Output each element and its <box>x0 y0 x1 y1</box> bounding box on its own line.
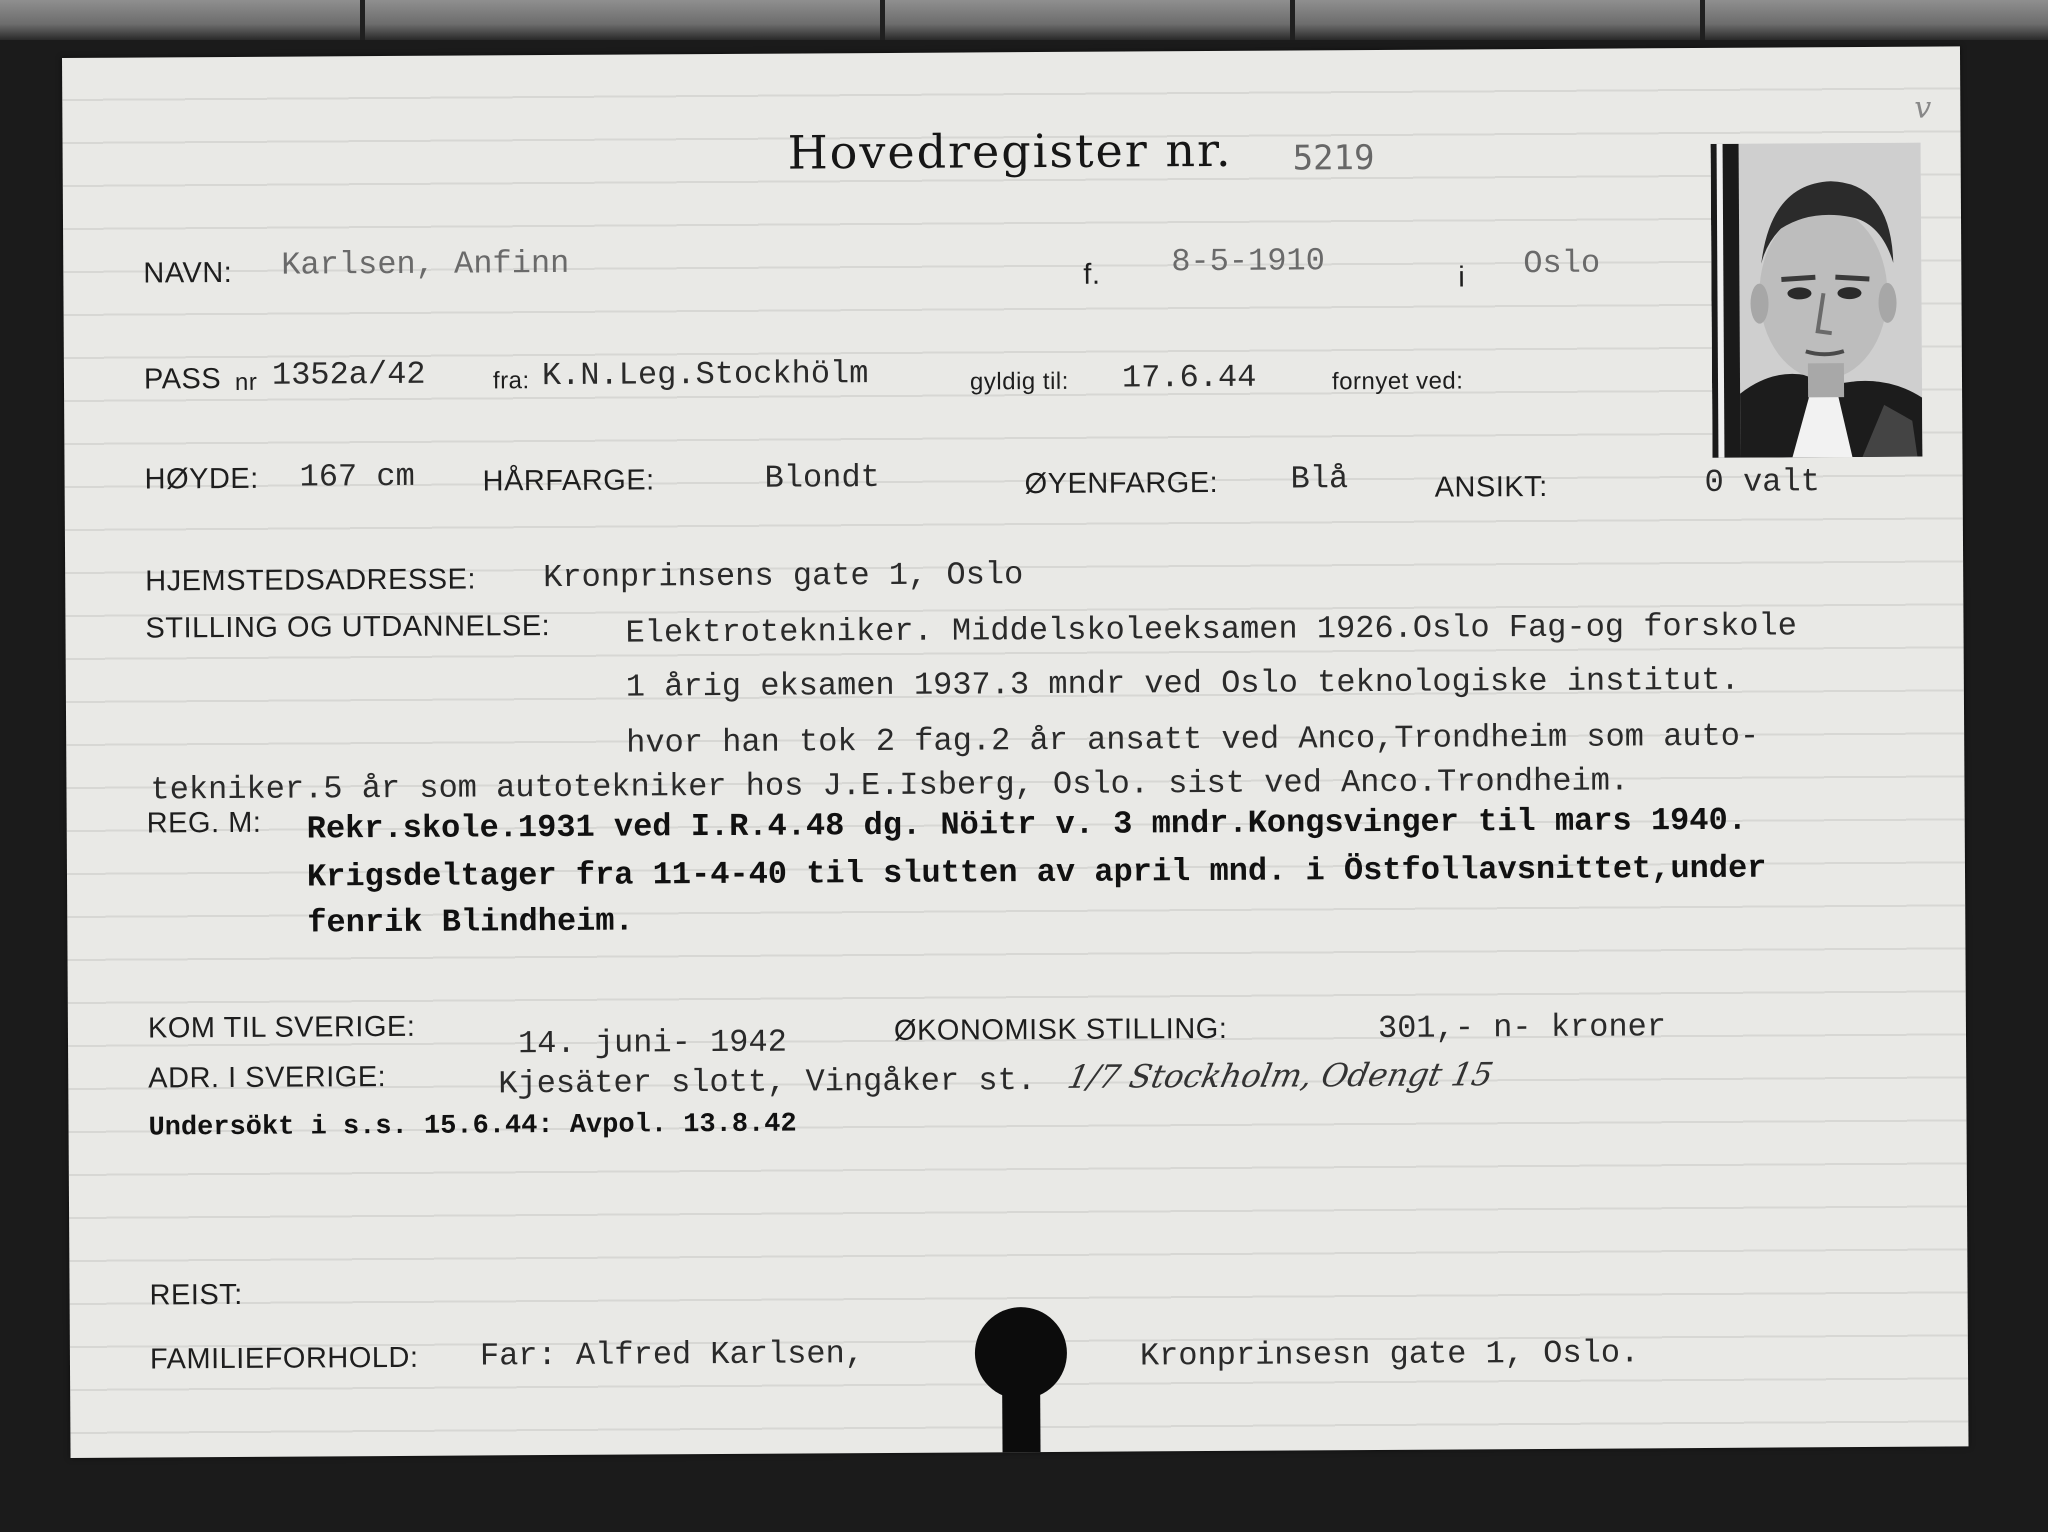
portrait-photo <box>1711 143 1923 458</box>
label-hjemstedsadresse: HJEMSTEDSADRESSE: <box>145 563 477 598</box>
value-kom-til-sverige: 14. juni- 1942 <box>517 1023 787 1063</box>
punch-slot <box>1002 1372 1041 1458</box>
value-navn: Karlsen, Anfinn <box>281 244 570 284</box>
value-ansikt: 0 valt <box>1704 463 1820 501</box>
value-fodested: Oslo <box>1523 244 1601 283</box>
register-card <box>62 46 1969 1458</box>
label-pass-fra: fra: <box>492 367 530 395</box>
film-notch <box>360 0 365 40</box>
value-adr-handwritten: 1/7 Stockholm, Odengt 15 <box>1064 1055 1497 1096</box>
label-adr-i-sverige: ADR. I SVERIGE: <box>148 1061 387 1095</box>
label-navn: NAVN: <box>143 256 233 290</box>
label-i: i <box>1458 261 1466 294</box>
value-reg-m-line: Krigsdeltager fra 11-4-40 til slutten av april mnd. i Östfollavsnittet,under <box>306 849 1767 896</box>
label-fornyet-ved: fornyet ved: <box>1331 367 1464 396</box>
value-gyldig-til: 17.6.44 <box>1121 358 1257 397</box>
label-stilling: STILLING OG UTDANNELSE: <box>145 610 551 645</box>
value-familieforhold-adr: Kronprinsesn gate 1, Oslo. <box>1139 1334 1640 1375</box>
label-reist: REIST: <box>149 1278 243 1312</box>
value-undersokt: Undersökt i s.s. 15.6.44: Avpol. 13.8.42 <box>148 1109 797 1144</box>
value-pass-fra: K.N.Leg.Stockhölm <box>541 355 869 395</box>
value-fodt-dato: 8-5-1910 <box>1171 242 1326 281</box>
label-oyenfarge: ØYENFARGE: <box>1024 466 1219 501</box>
value-reg-m-line: Rekr.skole.1931 ved I.R.4.48 dg. Nöitr v. 3 mndr.Kongsvinger til mars 1940. <box>306 801 1748 848</box>
film-strip-edge <box>0 0 2048 40</box>
label-familieforhold: FAMILIEFORHOLD: <box>149 1341 419 1376</box>
film-notch <box>880 0 885 40</box>
value-okonomisk: 301,- n- kroner <box>1377 1008 1667 1047</box>
label-hoyde: HØYDE: <box>144 462 259 496</box>
value-stilling-line: 1 årig eksamen 1937.3 mndr ved Oslo teknologiske institut. <box>625 661 1740 706</box>
value-stilling-line: tekniker.5 år som autotekniker hos J.E.Isberg, Oslo. sist ved Anco.Trondheim. <box>150 762 1630 809</box>
label-harfarge: HÅRFARGE: <box>482 464 655 498</box>
value-stilling-line: Elektrotekniker. Middelskoleeksamen 1926.Oslo Fag-og forskole <box>625 607 1798 652</box>
label-reg-m: REG. M: <box>146 806 262 840</box>
value-oyenfarge: Blå <box>1290 460 1349 498</box>
value-harfarge: Blondt <box>764 459 880 497</box>
value-hjemstedsadresse: Kronprinsens gate 1, Oslo <box>543 556 1024 597</box>
value-reg-m-line: fenrik Blindheim. <box>307 902 634 942</box>
film-notch <box>1290 0 1295 40</box>
portrait-icon <box>1711 143 1923 458</box>
value-hoyde: 167 cm <box>299 457 415 496</box>
label-gyldig-til: gyldig til: <box>969 367 1069 396</box>
value-adr-i-sverige: Kjesäter slott, Vingåker st. <box>498 1062 1037 1103</box>
film-notch <box>1700 0 1705 40</box>
corner-check-mark: v <box>1914 90 1932 126</box>
register-number: 5219 <box>1292 137 1375 179</box>
value-pass-nr: 1352a/42 <box>271 355 426 394</box>
value-stilling-line: hvor han tok 2 fag.2 år ansatt ved Anco,Trondheim som auto- <box>626 717 1760 762</box>
value-familieforhold-far: Far: Alfred Karlsen, <box>479 1335 865 1375</box>
label-kom-til-sverige: KOM TIL SVERIGE: <box>147 1010 416 1045</box>
label-pass: PASS <box>143 363 222 396</box>
label-fodt: f. <box>1083 258 1101 291</box>
label-okonomisk: ØKONOMISK STILLING: <box>893 1012 1228 1047</box>
label-ansikt: ANSIKT: <box>1434 470 1548 504</box>
card-title: Hovedregister nr. <box>787 122 1233 180</box>
label-pass-nr: nr <box>234 368 258 396</box>
